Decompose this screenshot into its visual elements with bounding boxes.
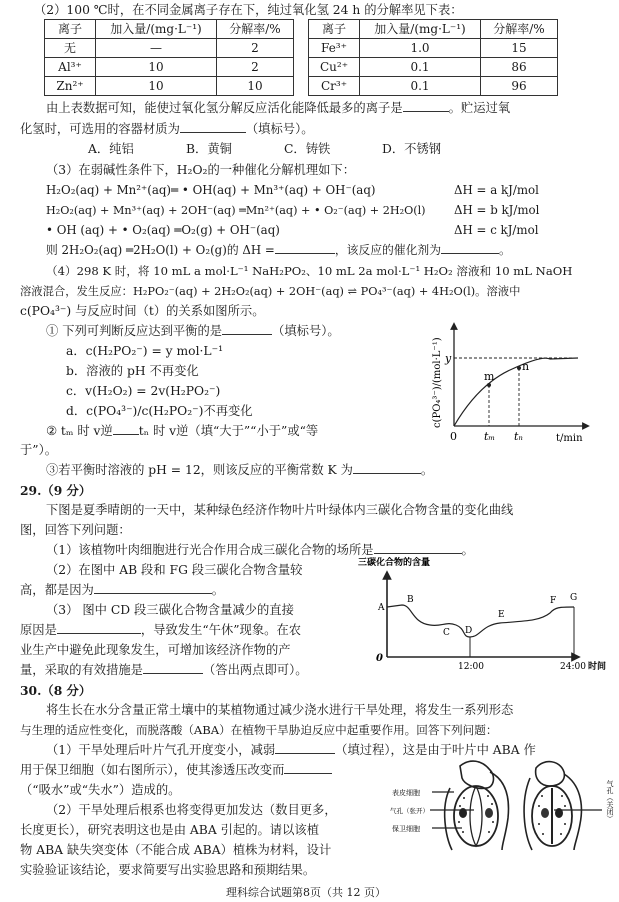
text: 高，都是因为: [20, 583, 94, 597]
answer-blank[interactable]: [284, 762, 332, 774]
delta-h-3: ΔH = c kJ/mol: [454, 223, 539, 237]
delta-h-2: ΔH = b kJ/mol: [454, 203, 540, 217]
q29-p2a: （2）在图中 AB 段和 FG 段三碳化合物含量较: [46, 563, 303, 577]
answer-blank[interactable]: [353, 462, 421, 474]
metal-ion-table: [44, 19, 558, 96]
choice-b: b．溶液的 pH 不再变化: [66, 364, 199, 378]
x-tick-noon: 12:00: [458, 662, 484, 672]
text: 。贮运过氧: [448, 101, 511, 115]
q30-p1c: [20, 762, 332, 779]
point-c: C: [443, 628, 450, 638]
text: （1）该植物叶肉细胞进行光合作用合成三碳化合物的场所是: [46, 543, 374, 557]
y-tick-y: y: [445, 352, 452, 365]
q30-title: 30.（8 分）: [20, 683, 92, 698]
text: （答出两点即可）。: [202, 663, 308, 677]
q30-p2c: 物 ABA 缺失突变体（不能合成 ABA）植株为材料，设计: [20, 843, 332, 857]
label-epidermis: 表皮细胞: [392, 789, 420, 797]
answer-blank[interactable]: [143, 662, 203, 674]
cell: Al³⁺: [45, 58, 96, 77]
text: tₙ 时 v逆（填“大于”“小于”或“等: [138, 424, 319, 438]
text: （填过程），这是由于叶片中 ABA 作: [335, 743, 536, 757]
col-header: 分解率/%: [217, 20, 294, 39]
x-axis-label: t/min: [556, 433, 583, 444]
cell: 10: [96, 77, 217, 96]
cell: 无: [45, 39, 96, 58]
cell: Zn²⁺: [45, 77, 96, 96]
text: 量，采取的有效措施是: [20, 663, 143, 677]
cell: 2: [217, 39, 294, 58]
choice-c: c．v(H₂O₂) = 2v(H₂PO₂⁻): [66, 384, 221, 398]
text: 。: [420, 463, 434, 477]
q30-p2a: （2）干旱处理后根系也将变得更加发达（数目更多，: [46, 803, 337, 817]
label-stoma-open: 气孔（张开）: [390, 807, 429, 815]
answer-blank[interactable]: [180, 121, 246, 133]
option-d: D．不锈钢: [382, 142, 442, 156]
text: 由上表数据可知，能使过氧化氢分解反应活化能降低最多的离子是: [46, 101, 403, 115]
q28-3-intro: （3）在弱碱性条件下，H₂O₂的一种催化分解机理如下：: [46, 163, 356, 177]
q30-p2d: 实验验证该结论，要求简要写出实验思路和预期结果。: [20, 863, 316, 877]
cell: 10: [217, 77, 294, 96]
q29-title: 29.（9 分）: [20, 483, 92, 498]
q29-p3a: （3） 图中 CD 段三碳化合物含量减少的直接: [46, 603, 294, 617]
q30-intro1: 将生长在水分含量正常土壤中的某植物通过减少浇水进行干旱处理，将发生一系列形态: [46, 703, 514, 717]
label-stoma-closed: 气孔（关闭）: [606, 780, 614, 822]
text: 原因是: [20, 623, 57, 637]
point-b: B: [407, 595, 414, 605]
option-c: C．铸铁: [284, 142, 331, 156]
graph2-title: 三碳化合物的含量: [358, 558, 431, 568]
cell: —: [96, 39, 217, 58]
option-b: B．黄铜: [186, 142, 232, 156]
c3-content-graph: [350, 555, 618, 675]
q28-3-question: [46, 242, 511, 259]
q29-intro2: 图，回答下列问题：: [20, 523, 131, 537]
q28-4-line2: 溶液混合，发生反应：H₂PO₂⁻(aq) + 2H₂O₂(aq) + 2OH⁻(aq) ⇌ PO₄³⁻(aq) + 4H₂O(l)。溶液中: [20, 285, 521, 298]
q29-p2b: [20, 582, 224, 599]
text: 化氢时，可选用的容器材质为: [20, 122, 180, 136]
cell: 2: [217, 58, 294, 77]
cell: Fe³⁺: [309, 39, 360, 58]
cell: 10: [96, 58, 217, 77]
q30-intro2: 与生理的适应性变化，而脱落酸（ABA）在植物干旱胁迫反应中起重要作用。回答下列问题：: [20, 723, 498, 737]
x-tick-midnight: 24:00: [560, 662, 586, 672]
cell: 1.0: [360, 39, 481, 58]
cell: 0.1: [360, 58, 481, 77]
answer-blank[interactable]: [441, 242, 499, 254]
q30-p1d: （“吸水”或“失水”）造成的。: [20, 783, 181, 797]
concentration-curve: [454, 358, 578, 426]
cell: 15: [481, 39, 558, 58]
text: ，导致发生“午休”现象。在农: [140, 623, 302, 637]
cell: Cu²⁺: [309, 58, 360, 77]
table-row: [45, 77, 558, 96]
answer-blank[interactable]: [57, 622, 141, 634]
cell: 86: [481, 58, 558, 77]
text: ① 下列可判断反应达到平衡的是: [46, 324, 223, 338]
q28-4-sub3: [46, 462, 433, 479]
col-header: 加入量/(mg·L⁻¹): [360, 20, 481, 39]
stomata-figure: [390, 758, 618, 854]
text: ，该反应的催化剂为: [334, 243, 441, 257]
point-g: G: [570, 593, 578, 603]
col-header: 离子: [309, 20, 360, 39]
point-a: A: [378, 603, 385, 613]
point-f: F: [550, 596, 557, 606]
label-m: m: [484, 370, 495, 383]
q28-2-intro: （2）100 ℃时，在不同金属离子存在下，纯过氧化氢 24 h 的分解率见下表：: [34, 3, 463, 17]
text: （1）干旱处理后叶片气孔开度变小，减弱: [46, 743, 276, 757]
text: （填标号）。: [272, 324, 340, 338]
answer-blank[interactable]: [403, 100, 449, 112]
choice-a: a．c(H₂PO₂⁻) = y mol·L⁻¹: [66, 344, 224, 358]
answer-blank[interactable]: [275, 742, 335, 754]
q29-p3b: [20, 622, 301, 639]
cell: 96: [481, 77, 558, 96]
q28-4-sub2: [46, 423, 318, 440]
table-header-row: [45, 20, 558, 39]
x-axis-label: 时间: [588, 662, 607, 672]
origin-label: 0: [450, 430, 457, 443]
q30-p2b: 长度更长），研究表明这也是由 ABA 引起的。请以该植: [20, 823, 319, 837]
concentration-time-graph: [400, 310, 590, 445]
equation-3: • OH (aq) + • O₂(aq) ═O₂(g) + OH⁻(aq): [46, 223, 280, 237]
stoma-open: [445, 761, 509, 850]
label-n: n: [522, 360, 530, 373]
x-tick-tm: tₘ: [484, 430, 496, 443]
col-header: 加入量/(mg·L⁻¹): [96, 20, 217, 39]
point-d: D: [465, 626, 473, 636]
q28-4-sub2-cont: 于”）。: [20, 443, 58, 457]
equation-2: H₂O₂(aq) + Mn³⁺(aq) + 2OH⁻(aq) ═Mn²⁺(aq) + • O₂⁻(aq) + 2H₂O(l): [46, 204, 426, 217]
origin-label: 0: [376, 653, 383, 664]
q28-2-text-line1: [46, 100, 510, 117]
answer-blank[interactable]: [222, 323, 272, 335]
choice-d: d．c(PO₄³⁻)/c(H₂PO₂⁻)不再变化: [66, 404, 253, 418]
col-header: 离子: [45, 20, 96, 39]
table-row: [45, 58, 558, 77]
text: ③若平衡时溶液的 pH = 12，则该反应的平衡常数 K 为: [46, 463, 353, 477]
c3-curve: [387, 605, 574, 637]
point-e: E: [498, 610, 505, 620]
q28-2-options: [88, 141, 441, 158]
text: 。: [211, 583, 225, 597]
text: ② tₘ 时 v逆: [46, 424, 113, 438]
answer-blank[interactable]: [275, 242, 335, 254]
x-tick-tn: tₙ: [514, 430, 523, 443]
table-row: [45, 39, 558, 58]
col-header: 分解率/%: [481, 20, 558, 39]
q29-p3d: 业生产中避免此现象发生，可增加该经济作物的产: [20, 643, 291, 657]
answer-blank[interactable]: [374, 542, 462, 554]
option-a: A．纯铝: [88, 142, 134, 156]
page-footer: 理科综合试题第8页（共 12 页）: [226, 886, 386, 899]
q29-intro1: 下图是夏季晴朗的一天中，某种绿色经济作物叶片叶绿体内三碳化合物含量的变化曲线: [46, 503, 514, 517]
text: 则 2H₂O₂(aq) ═2H₂O(l) + O₂(g)的 ΔH =: [46, 243, 275, 257]
stoma-closed: [524, 762, 581, 850]
q28-4-line1: （4）298 K 时，将 10 mL a mol·L⁻¹ NaH₂PO₂、10 mL 2a mol·L⁻¹ H₂O₂ 溶液和 10 mL NaOH: [46, 264, 573, 278]
delta-h-1: ΔH = a kJ/mol: [454, 183, 539, 197]
q28-4-line3: c(PO₄³⁻) 与反应时间（t）的关系如图所示。: [20, 304, 265, 318]
answer-blank[interactable]: [113, 423, 139, 435]
answer-blank[interactable]: [94, 582, 212, 594]
cell: Cr³⁺: [309, 77, 360, 96]
cell: 0.1: [360, 77, 481, 96]
y-axis-label: c(PO₄³⁻)/(mol·L⁻¹): [432, 337, 443, 428]
text: 。: [499, 243, 511, 257]
text: （填标号）。: [245, 122, 314, 136]
text: 用于保卫细胞（如右图所示），使其渗透压改变而: [20, 763, 285, 777]
text: 。: [461, 543, 474, 557]
label-guard-cell: 保卫细胞: [392, 825, 420, 833]
q29-p3e: [20, 662, 308, 679]
q30-p1a: [46, 742, 536, 759]
q28-2-text-line2: [20, 121, 314, 138]
q28-4-sub1: [46, 323, 340, 340]
equation-1: H₂O₂(aq) + Mn²⁺(aq)═ • OH(aq) + Mn³⁺(aq) + OH⁻(aq): [46, 183, 376, 197]
